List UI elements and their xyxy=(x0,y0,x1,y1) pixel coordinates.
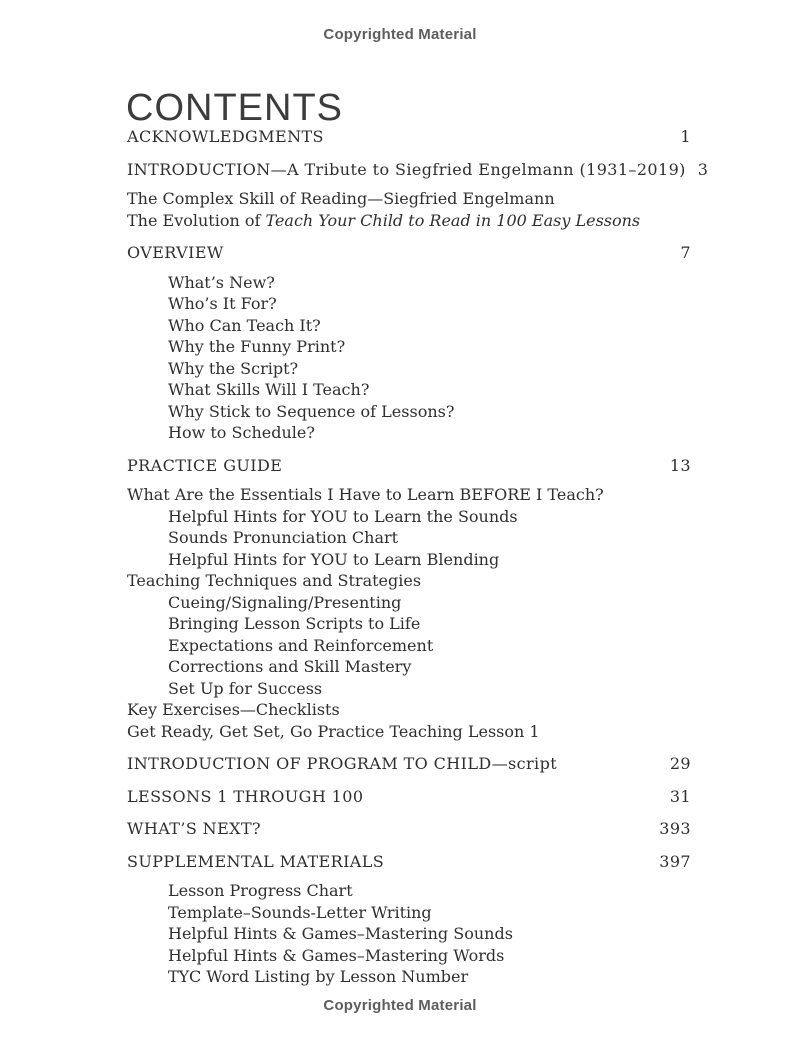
toc-entry-label: Why the Script? xyxy=(168,358,299,378)
toc-page-number: 393 xyxy=(659,819,691,838)
toc-entry-label: What Are the Essentials I Have to Learn BEFORE I Teach? xyxy=(127,485,604,504)
toc-entry-label: SUPPLEMENTAL MATERIALS xyxy=(127,851,385,871)
toc-entry-label: INTRODUCTION OF PROGRAM TO CHILD—script xyxy=(127,754,558,773)
toc-entry xyxy=(127,527,691,549)
toc-page-number: 29 xyxy=(669,754,691,773)
toc-entry xyxy=(127,126,691,148)
toc-entry xyxy=(127,613,691,635)
toc-entry xyxy=(127,923,691,945)
toc-entry xyxy=(127,484,691,506)
toc-entry-label: WHAT’S NEXT? xyxy=(127,819,262,838)
toc-entry xyxy=(127,902,691,924)
toc-entry-label: PRACTICE GUIDE xyxy=(127,455,283,475)
toc-entry xyxy=(127,699,691,721)
toc-entry-label: Key Exercises—Checklists xyxy=(127,700,340,719)
toc-entry xyxy=(127,159,709,181)
toc-entry xyxy=(127,880,691,902)
toc-entry xyxy=(127,753,691,775)
toc-entry xyxy=(127,379,691,401)
toc-entry-label-italic: Teach Your Child to Read in 100 Easy Lessons xyxy=(265,210,641,230)
toc-entry-label: Cueing/Signaling/Presenting xyxy=(168,592,402,612)
toc-entry-label: TYC Word Listing by Lesson Number xyxy=(168,967,469,986)
toc-entry-label: Template–Sounds-Letter Writing xyxy=(168,902,432,922)
page-title: CONTENTS xyxy=(126,87,343,130)
toc-entry-label: What’s New? xyxy=(168,272,275,292)
toc-entry xyxy=(127,721,691,743)
toc-page-number: 13 xyxy=(669,455,691,475)
toc-entry xyxy=(127,506,691,528)
toc-entry-label: The Complex Skill of Reading—Siegfried Engelmann xyxy=(127,189,555,208)
toc-entry xyxy=(127,210,691,232)
toc-entry-label: What Skills Will I Teach? xyxy=(168,380,370,399)
toc-page-number: 1 xyxy=(680,127,691,146)
toc-entry xyxy=(127,272,691,294)
toc-entry xyxy=(127,818,691,840)
toc-entry-label: Get Ready, Get Set, Go Practice Teaching Lesson 1 xyxy=(127,721,540,741)
toc-entry-label: Expectations and Reinforcement xyxy=(168,635,434,655)
toc-entry xyxy=(127,336,691,358)
toc-entry-label: Helpful Hints & Games–Mastering Words xyxy=(168,945,505,965)
toc-entry xyxy=(127,851,691,873)
toc-entry-label: How to Schedule? xyxy=(168,423,315,442)
toc-entry-label: OVERVIEW xyxy=(127,243,224,262)
toc-entry xyxy=(127,592,691,614)
toc-entry xyxy=(127,401,691,423)
toc-page-number: 3 xyxy=(697,159,709,179)
toc-entry xyxy=(127,570,691,592)
toc-entry-label: LESSONS 1 THROUGH 100 xyxy=(127,786,364,806)
toc-entry xyxy=(127,966,691,988)
toc-entry-label: Why the Funny Print? xyxy=(168,337,346,356)
toc-entry-label: The Evolution of Teach Your Child to Read in 100 Easy Lessons xyxy=(127,210,641,230)
toc-entry xyxy=(127,635,691,657)
toc-entry xyxy=(127,455,691,477)
toc-entry-label: Corrections and Skill Mastery xyxy=(168,657,412,676)
toc-entry-label: INTRODUCTION—A Tribute to Siegfried Engelmann (1931–2019) xyxy=(127,159,686,179)
toc-entry-label: Helpful Hints & Games–Mastering Sounds xyxy=(168,924,513,943)
toc-entry-label: Who Can Teach It? xyxy=(168,315,321,335)
toc-entry-label: Helpful Hints for YOU to Learn the Sounds xyxy=(168,506,518,526)
toc-entry-label: Why Stick to Sequence of Lessons? xyxy=(168,401,455,421)
copyright-notice-bottom: Copyrighted Material xyxy=(323,997,477,1014)
toc-entry-label: Sounds Pronunciation Chart xyxy=(168,528,399,547)
toc-entry xyxy=(127,786,691,808)
toc-entry xyxy=(127,678,691,700)
toc-entry xyxy=(127,358,691,380)
toc-entry xyxy=(127,422,691,444)
toc-entry-label: Set Up for Success xyxy=(168,678,323,698)
toc-page-number: 7 xyxy=(680,243,691,262)
toc-entry xyxy=(127,656,691,678)
toc-entry-label: ACKNOWLEDGMENTS xyxy=(127,127,324,146)
toc-page-number: 31 xyxy=(669,786,691,806)
toc-entry-label: Lesson Progress Chart xyxy=(168,881,353,900)
toc-entry xyxy=(127,188,691,210)
toc-entry xyxy=(127,315,691,337)
copyright-notice-top: Copyrighted Material xyxy=(323,26,477,43)
toc-entry xyxy=(127,293,691,315)
toc-entry xyxy=(127,549,691,571)
toc-entry xyxy=(127,242,691,264)
toc-page-number: 397 xyxy=(659,851,691,871)
toc-entry-label: Helpful Hints for YOU to Learn Blending xyxy=(168,549,500,569)
toc-entry-label: Teaching Techniques and Strategies xyxy=(127,571,422,590)
toc-entry-label: Who’s It For? xyxy=(168,294,277,313)
toc-entry-label: Bringing Lesson Scripts to Life xyxy=(168,614,421,633)
table-of-contents xyxy=(127,126,709,988)
toc-entry xyxy=(127,945,691,967)
